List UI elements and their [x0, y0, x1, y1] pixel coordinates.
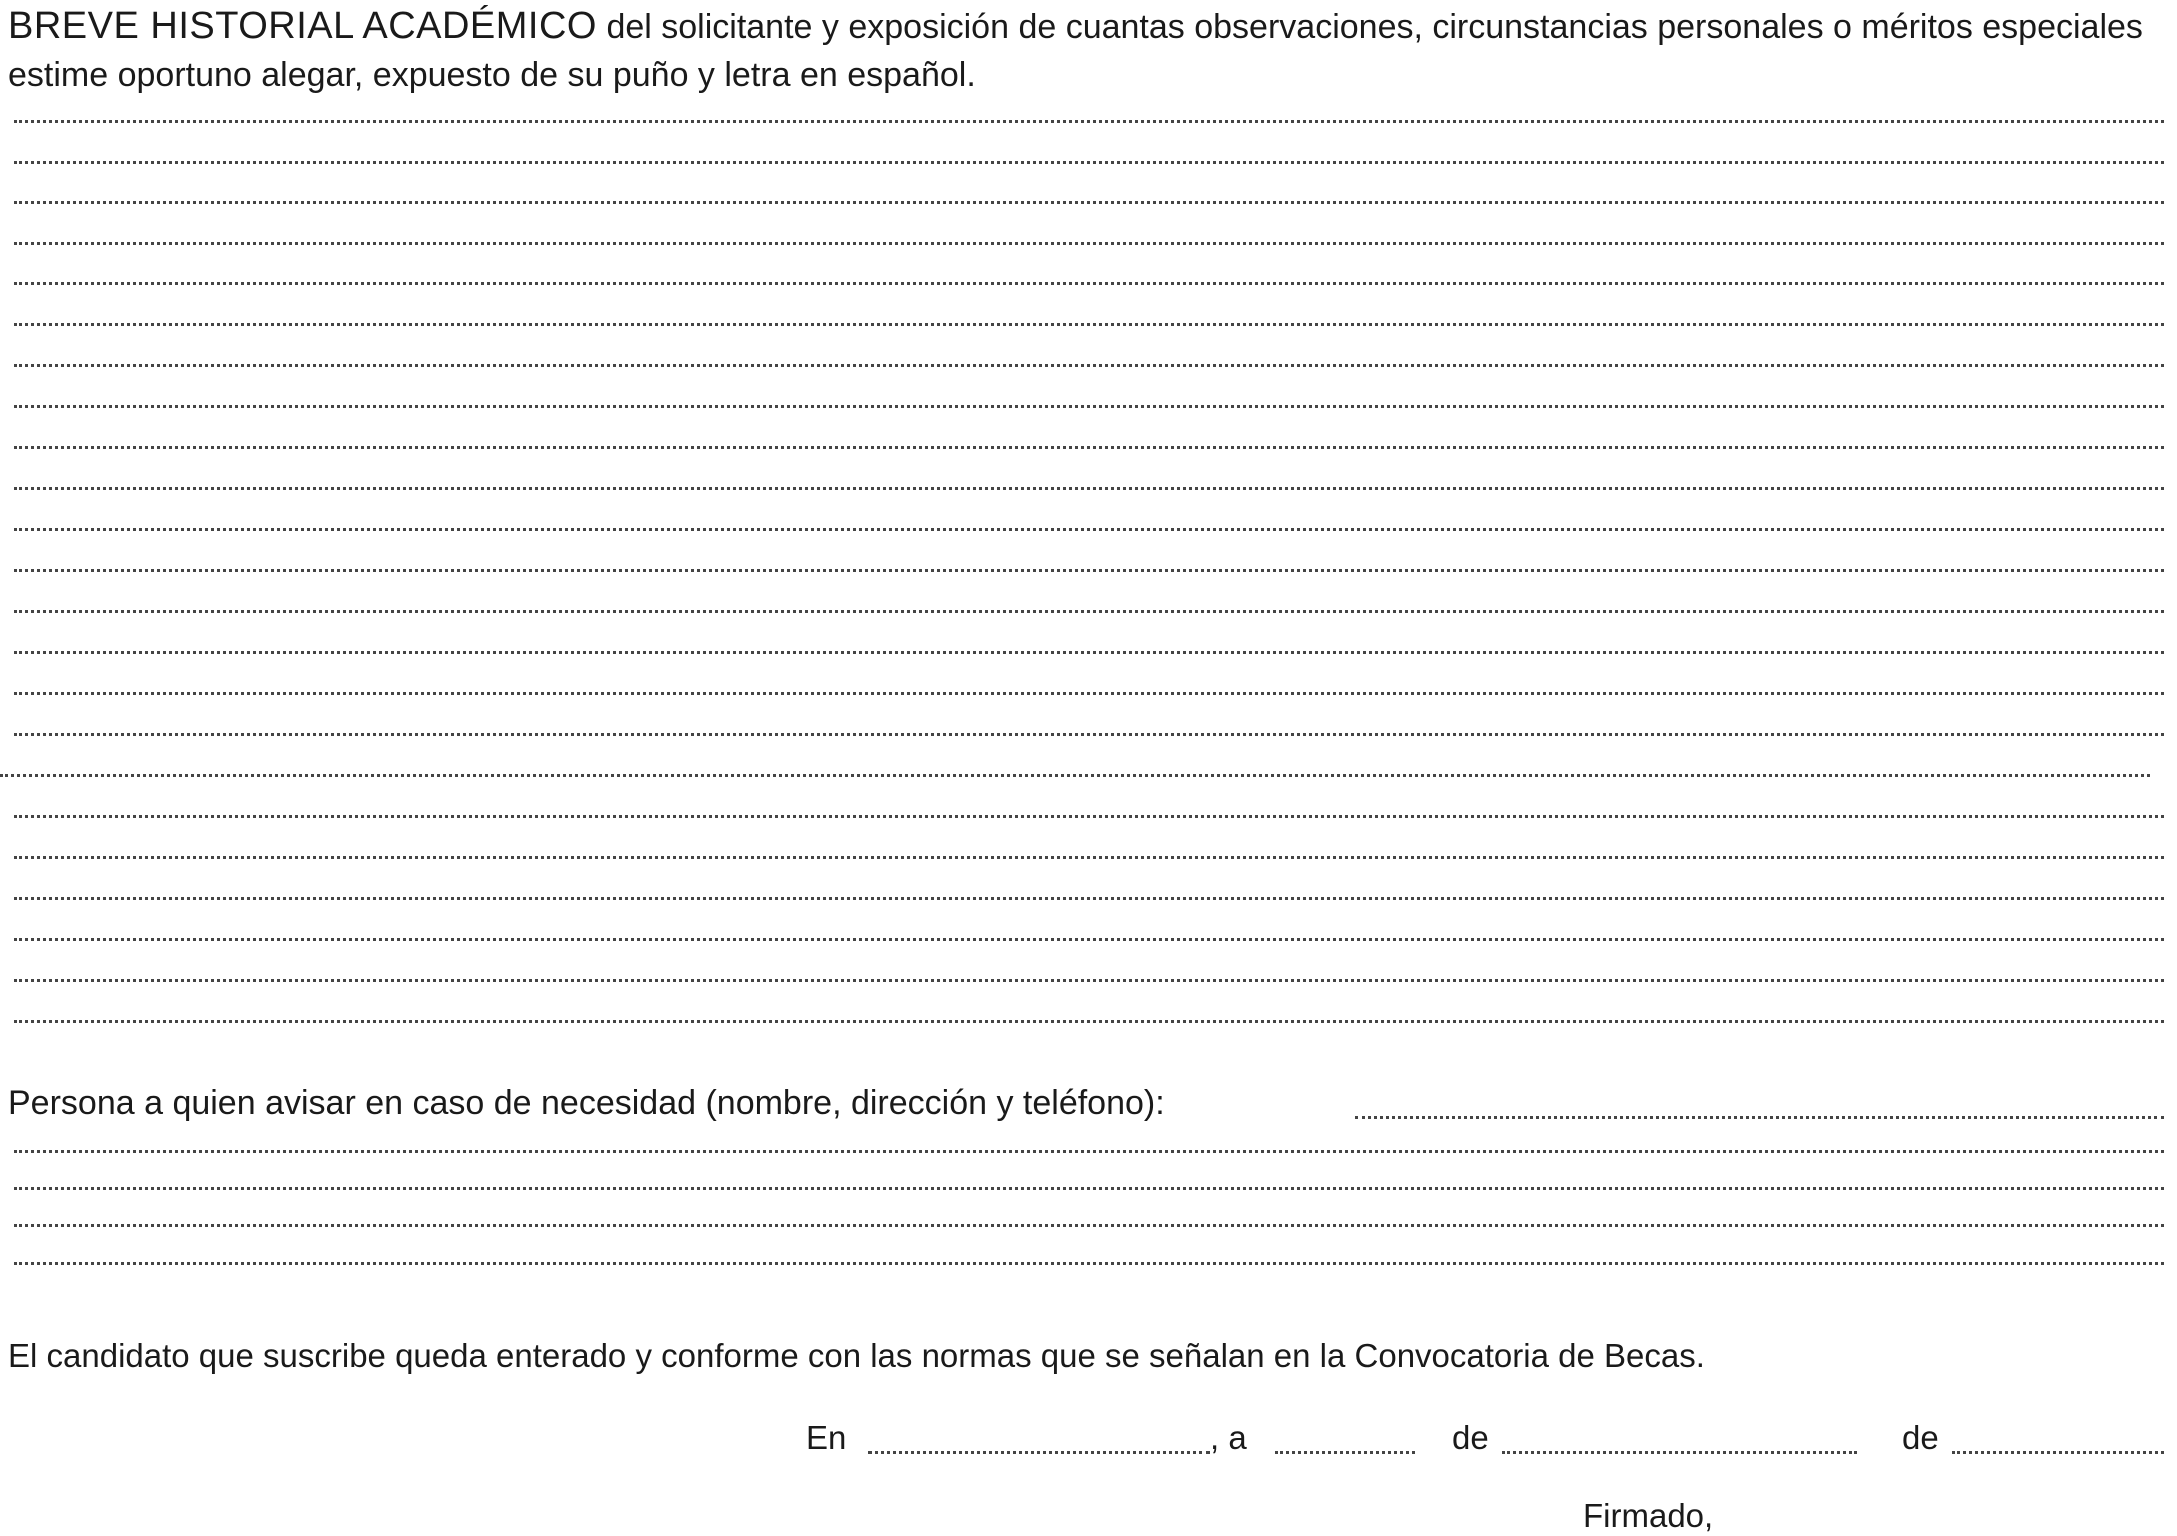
emergency-contact-line[interactable]	[14, 1150, 2164, 1153]
writing-line[interactable]	[14, 528, 2164, 531]
date-place-label-en: En	[806, 1419, 847, 1456]
section-instructions: del solicitante y exposición de cuantas observaciones, circunstancias personales o méritos especiales estime oportuno alegar, expuesto de su puño y letra en español.	[8, 8, 2143, 94]
writing-line[interactable]	[14, 979, 2164, 982]
writing-line[interactable]	[14, 446, 2164, 449]
place-field[interactable]	[868, 1451, 1210, 1454]
emergency-contact-line[interactable]	[14, 1187, 2164, 1190]
writing-line[interactable]	[14, 405, 2164, 408]
writing-line[interactable]	[14, 692, 2164, 695]
signature-label: Firmado,	[1583, 1497, 1714, 1534]
writing-line[interactable]	[14, 856, 2164, 859]
emergency-contact-line[interactable]	[14, 1262, 2164, 1265]
writing-line[interactable]	[14, 733, 2164, 736]
date-year-label: de	[1902, 1419, 1939, 1456]
writing-line[interactable]	[0, 774, 2150, 777]
writing-line[interactable]	[14, 323, 2164, 326]
emergency-contact-line[interactable]	[1355, 1116, 2164, 1119]
writing-line[interactable]	[14, 201, 2164, 204]
writing-line[interactable]	[14, 938, 2164, 941]
day-field[interactable]	[1275, 1451, 1415, 1454]
date-day-label: , a	[1210, 1419, 1247, 1456]
writing-line[interactable]	[14, 364, 2164, 367]
writing-line[interactable]	[14, 242, 2164, 245]
date-month-label: de	[1452, 1419, 1489, 1456]
writing-line[interactable]	[14, 282, 2164, 285]
writing-line[interactable]	[14, 815, 2164, 818]
writing-line[interactable]	[14, 161, 2164, 164]
academic-history-instructions	[8, 2, 2163, 99]
writing-line[interactable]	[14, 610, 2164, 613]
month-field[interactable]	[1502, 1451, 1857, 1454]
section-title: BREVE HISTORIAL ACADÉMICO	[8, 5, 597, 47]
writing-line[interactable]	[14, 569, 2164, 572]
writing-line[interactable]	[14, 487, 2164, 490]
emergency-contact-label: Persona a quien avisar en caso de necesidad (nombre, dirección y teléfono):	[8, 1084, 1165, 1122]
writing-line[interactable]	[14, 120, 2164, 123]
writing-line[interactable]	[14, 1020, 2164, 1023]
year-field[interactable]	[1952, 1451, 2164, 1454]
emergency-contact-line[interactable]	[14, 1224, 2164, 1227]
candidate-agreement-statement: El candidato que suscribe queda enterado y conforme con las normas que se señalan en la Convocatoria de Becas.	[8, 1337, 1705, 1374]
writing-line[interactable]	[14, 651, 2164, 654]
writing-line[interactable]	[14, 897, 2164, 900]
